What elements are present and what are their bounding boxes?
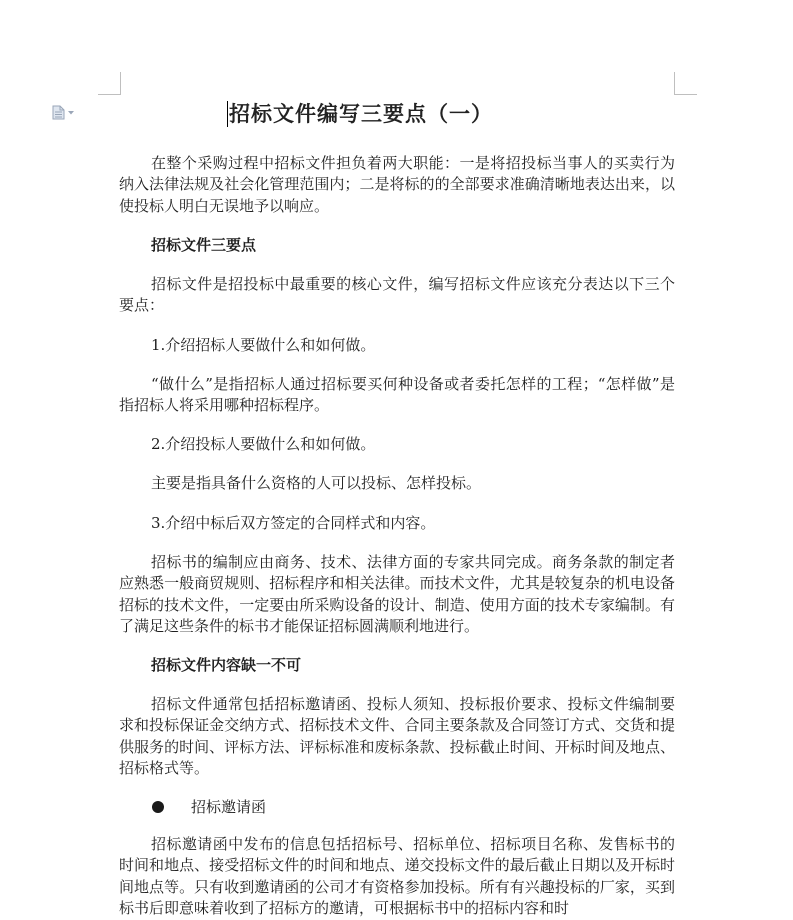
list-item[interactable]: 2.介绍投标人要做什么和如何做。	[151, 435, 376, 453]
list-item[interactable]: 3.介绍中标后双方签定的合同样式和内容。	[151, 514, 436, 532]
paragraph[interactable]: 主要是指具备什么资格的人可以投标、怎样投标。	[151, 474, 482, 492]
paragraph[interactable]: 招标书的编制应由商务、技术、法律方面的专家共同完成。商务条款的制定者应熟悉一般商贸规则、招标程序和相关法律。而技术文件，尤其是较复杂的机电设备招标的技术文件，一定要由所采购设备的设计、制造、使用方面的技术专家编制。有了满足这些条件的标书才能保证招标圆满顺利地进行。	[119, 553, 675, 635]
paragraph[interactable]: “做什么”是指招标人通过招标要买何种设备或者委托怎样的工程；“怎样做”是指招标人将采用哪种招标程序。	[119, 375, 675, 415]
document-icon	[52, 105, 65, 120]
paragraph[interactable]: 招标邀请函中发布的信息包括招标号、招标单位、招标项目名称、发售标书的时间和地点、接受招标文件的时间和地点、递交投标文件的最后截止日期以及开标时间地点等。只有收到邀请函的公司才有资格参加投标。所有有兴趣投标的厂家，买到标书后即意味着收到了招标方的邀请，可根据标书中的招标内容和时	[119, 835, 675, 917]
paragraph[interactable]: 招标文件通常包括招标邀请函、投标人须知、投标报价要求、投标文件编制要求和投标保证金交纳方式、招标技术文件、合同主要条款及合同签订方式、交货和提供服务的时间、评标方法、评标标准和废标条款、投标截止时间、开标时间及地点、招标格式等。	[119, 695, 675, 777]
section-heading[interactable]: 招标文件三要点	[151, 236, 257, 254]
paragraph[interactable]: 招标文件是招投标中最重要的核心文件，编写招标文件应该充分表达以下三个要点：	[119, 275, 675, 315]
text-cursor	[227, 101, 228, 127]
bullet-icon	[152, 801, 164, 813]
margin-corner-top-left	[98, 72, 121, 95]
bullet-item[interactable]	[152, 796, 266, 817]
chevron-down-icon	[68, 111, 74, 115]
bullet-label: 招标邀请函	[191, 798, 267, 816]
paragraph[interactable]: 在整个采购过程中招标文件担负着两大职能：一是将招投标当事人的买卖行为纳入法律法规及社会化管理范围内；二是将标的的全部要求准确清晰地表达出来，以使投标人明白无误地予以响应。	[119, 154, 675, 215]
list-item[interactable]: 1.介绍招标人要做什么和如何做。	[151, 336, 376, 354]
section-heading[interactable]: 招标文件内容缺一不可	[151, 656, 302, 674]
document-title[interactable]: 招标文件编写三要点（一）	[229, 101, 493, 126]
margin-corner-top-right	[674, 72, 697, 95]
paragraph-style-button[interactable]	[52, 105, 74, 120]
